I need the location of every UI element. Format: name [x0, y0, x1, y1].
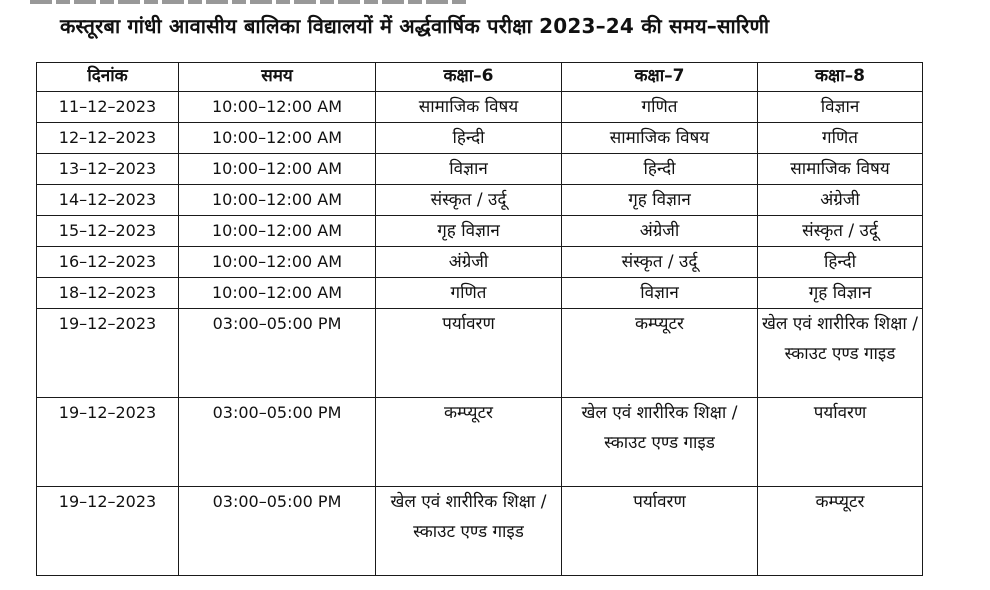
table-header-row — [37, 63, 923, 92]
cell-time: 10:00–12:00 AM — [179, 247, 376, 278]
cell-class-8: खेल एवं शारीरिक शिक्षा / स्काउट एण्ड गाइड — [758, 309, 923, 398]
cell-class-7: गणित — [562, 92, 758, 123]
table-row — [37, 247, 923, 278]
cell-date: 16–12–2023 — [37, 247, 179, 278]
cell-date: 14–12–2023 — [37, 185, 179, 216]
cell-date: 18–12–2023 — [37, 278, 179, 309]
header-class-8: कक्षा–8 — [758, 63, 923, 92]
cell-class-8: अंग्रेजी — [758, 185, 923, 216]
table-row — [37, 92, 923, 123]
cell-class-8: संस्कृत / उर्दू — [758, 216, 923, 247]
cell-class-8: हिन्दी — [758, 247, 923, 278]
cell-class-8: सामाजिक विषय — [758, 154, 923, 185]
cell-class-8: पर्यावरण — [758, 398, 923, 487]
cell-class-7: सामाजिक विषय — [562, 123, 758, 154]
cell-time: 03:00–05:00 PM — [179, 398, 376, 487]
cell-class-8: गृह विज्ञान — [758, 278, 923, 309]
cell-class-7: गृह विज्ञान — [562, 185, 758, 216]
cell-class-6: अंग्रेजी — [376, 247, 562, 278]
table-row — [37, 309, 923, 398]
cell-time: 03:00–05:00 PM — [179, 309, 376, 398]
cropped-previous-line — [30, 0, 470, 6]
exam-schedule-table — [36, 62, 923, 576]
table-row — [37, 278, 923, 309]
cropped-text-fragment — [30, 0, 470, 4]
cell-time: 10:00–12:00 AM — [179, 154, 376, 185]
cell-time: 10:00–12:00 AM — [179, 123, 376, 154]
header-class-6: कक्षा–6 — [376, 63, 562, 92]
cell-class-6: गणित — [376, 278, 562, 309]
cell-class-6: गृह विज्ञान — [376, 216, 562, 247]
cell-class-6: संस्कृत / उर्दू — [376, 185, 562, 216]
cell-class-7: कम्प्यूटर — [562, 309, 758, 398]
cell-date: 19–12–2023 — [37, 487, 179, 576]
cell-class-7: विज्ञान — [562, 278, 758, 309]
cell-date: 11–12–2023 — [37, 92, 179, 123]
cell-date: 12–12–2023 — [37, 123, 179, 154]
cell-class-8: विज्ञान — [758, 92, 923, 123]
table-row — [37, 154, 923, 185]
table-row — [37, 216, 923, 247]
cell-class-6: पर्यावरण — [376, 309, 562, 398]
table-row — [37, 487, 923, 576]
cell-class-7: पर्यावरण — [562, 487, 758, 576]
header-time: समय — [179, 63, 376, 92]
cell-time: 10:00–12:00 AM — [179, 216, 376, 247]
cell-class-6: हिन्दी — [376, 123, 562, 154]
page-title: कस्तूरबा गांधी आवासीय बालिका विद्यालयों में अर्द्धवार्षिक परीक्षा 2023–24 की समय–सारिणी — [60, 14, 770, 38]
cell-class-8: गणित — [758, 123, 923, 154]
cell-class-8: कम्प्यूटर — [758, 487, 923, 576]
cell-date: 15–12–2023 — [37, 216, 179, 247]
cell-class-6: विज्ञान — [376, 154, 562, 185]
cell-date: 13–12–2023 — [37, 154, 179, 185]
cell-class-6: सामाजिक विषय — [376, 92, 562, 123]
table-row — [37, 123, 923, 154]
cell-class-6: कम्प्यूटर — [376, 398, 562, 487]
cell-class-7: हिन्दी — [562, 154, 758, 185]
cell-class-7: संस्कृत / उर्दू — [562, 247, 758, 278]
cell-class-7: खेल एवं शारीरिक शिक्षा / स्काउट एण्ड गाइड — [562, 398, 758, 487]
cell-class-7: अंग्रेजी — [562, 216, 758, 247]
table-row — [37, 398, 923, 487]
header-class-7: कक्षा–7 — [562, 63, 758, 92]
cell-time: 10:00–12:00 AM — [179, 185, 376, 216]
cell-time: 10:00–12:00 AM — [179, 278, 376, 309]
cell-date: 19–12–2023 — [37, 398, 179, 487]
table-row — [37, 185, 923, 216]
cell-class-6: खेल एवं शारीरिक शिक्षा / स्काउट एण्ड गाइड — [376, 487, 562, 576]
cell-time: 03:00–05:00 PM — [179, 487, 376, 576]
cell-time: 10:00–12:00 AM — [179, 92, 376, 123]
cell-date: 19–12–2023 — [37, 309, 179, 398]
header-date: दिनांक — [37, 63, 179, 92]
